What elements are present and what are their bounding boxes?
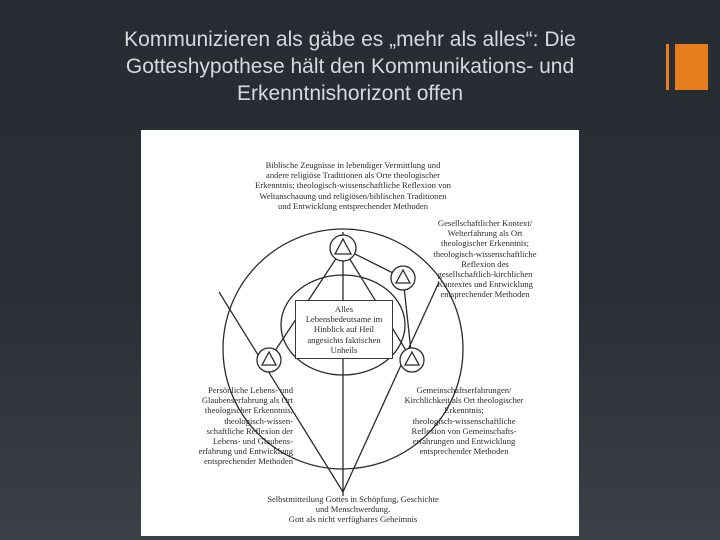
node-right-upper xyxy=(391,266,415,290)
label-center-box: Alles Lebensbedeutsame im Hinblick auf Heil angesichts faktischen Unheils xyxy=(295,300,393,359)
label-community-experience: Gemeinschaftserfahrungen/ Kirchlichkeit als Ort theologischer Erkenntnis; theologisch-wissenschaftliche Reflexion von Gemeinschafts- erfahrungen und Entwicklung entsprechender Methoden xyxy=(404,385,524,457)
label-societal-context: Gesellschaftlicher Kontext/ Welterfahrung als Ort theologischer Erkenntnis; theologisch-wissenschaftliche Reflexion des gesellschaftlich-kirchlichen Kontextes und Entwicklung entsprechender Methoden xyxy=(433,218,537,300)
node-right-lower xyxy=(400,348,424,372)
label-personal-experience: Persönliche Lebens- und Glaubenserfahrung als Ort theologischer Erkenntnis; theologisch-wissen- schaftliche Reflexion der Lebens- und Glaubens- erfahrung und Entwicklung entsprechender Methoden xyxy=(198,385,293,467)
slide-title: Kommunizieren als gäbe es „mehr als alles“: Die Gotteshypothese hält den Kommunikations- und Erkenntnishorizont offen xyxy=(124,28,576,105)
label-self-revelation: Selbstmitteilung Gottes in Schöpfung, Geschichte und Menschwerdung. Gott als nicht verfügbares Geheimnis xyxy=(267,494,439,525)
label-traditions: Biblische Zeugnisse in lebendiger Vermittlung und andere religiöse Traditionen als Orte theologischer Erkenntnis; theologisch-wissenschaftliche Reflexion von Weltanschauung und religiösen/biblischen Traditionen und Entwicklung entsprechender Methoden xyxy=(255,160,451,211)
diagram-figure xyxy=(141,130,579,536)
node-top xyxy=(330,235,356,261)
accent-bar-thin xyxy=(666,44,669,90)
node-left xyxy=(257,348,281,372)
accent-bar-thick xyxy=(675,44,708,90)
